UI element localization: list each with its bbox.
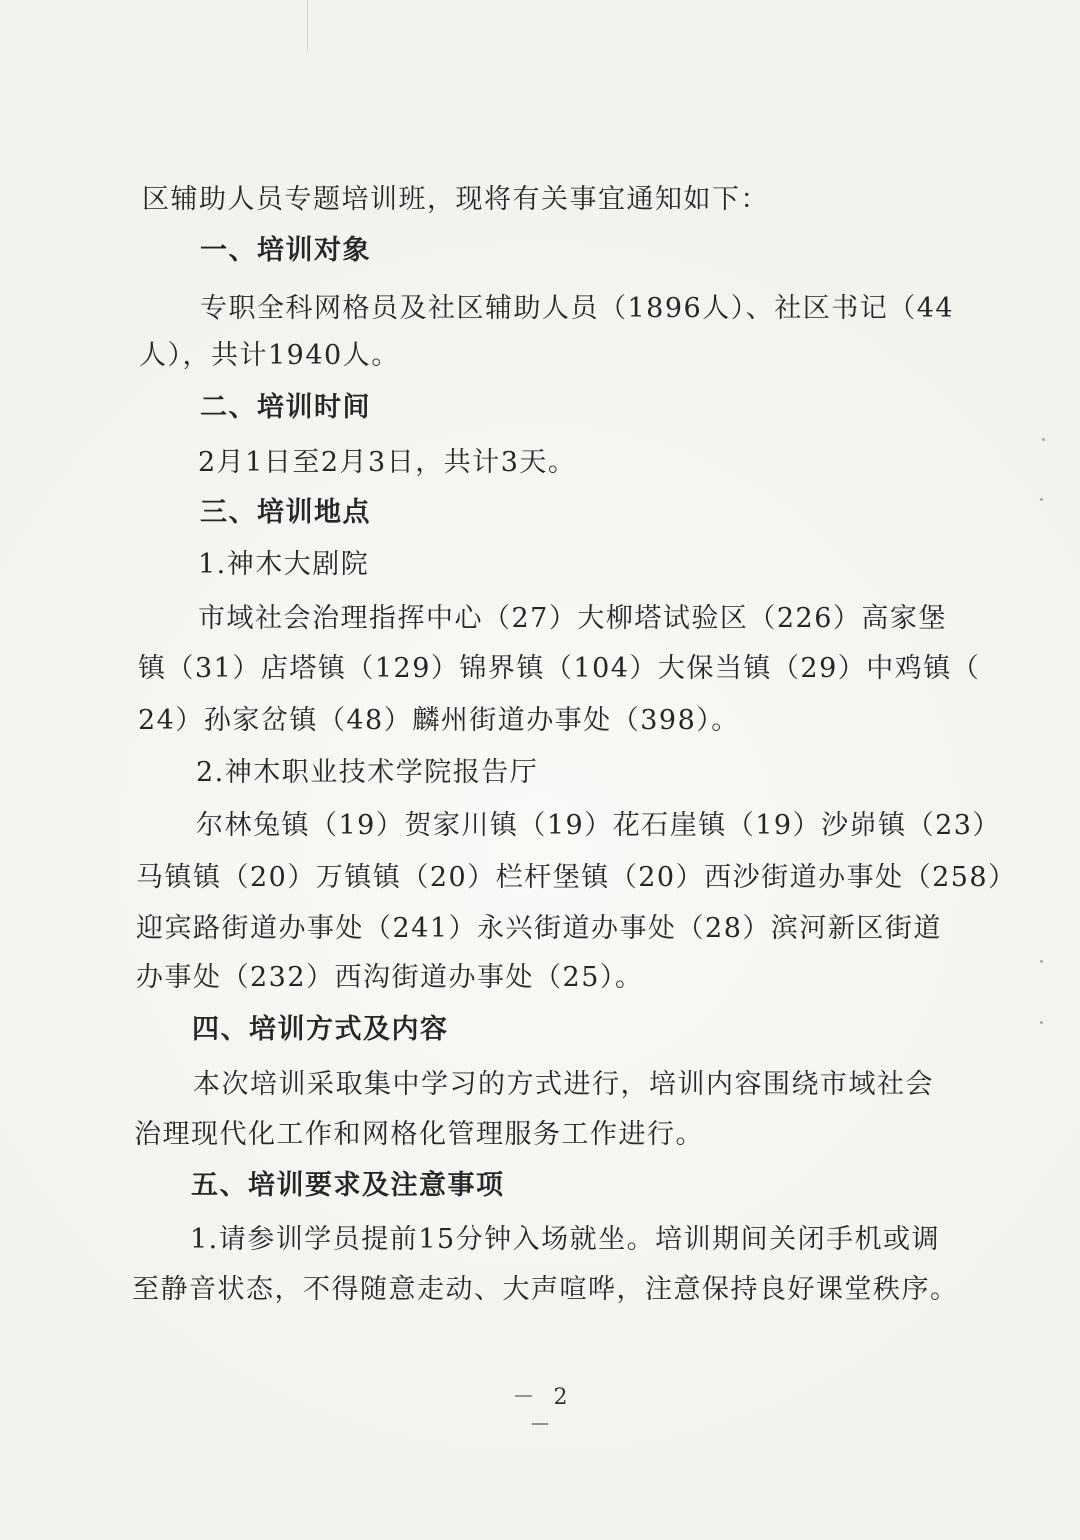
section-heading-5: 五、培训要求及注意事项 bbox=[191, 1170, 505, 1201]
intro-line: 区辅助人员专题培训班，现将有关事宜通知如下： bbox=[142, 184, 769, 215]
body-line: 专职全科网格员及社区辅助人员（1896人）、社区书记（44 bbox=[200, 293, 955, 324]
body-line: 马镇镇（20）万镇镇（20）栏杆堡镇（20）西沙街道办事处（258） bbox=[136, 862, 1017, 893]
page-number: － 2 － bbox=[512, 1385, 574, 1438]
section-heading-2: 二、培训时间 bbox=[200, 392, 371, 423]
scan-speck bbox=[1040, 960, 1043, 963]
body-line: 2月1日至2月3日，共计3天。 bbox=[198, 447, 577, 478]
subheading-line: 1.神木大剧院 bbox=[198, 549, 370, 580]
section-heading-3: 三、培训地点 bbox=[200, 497, 371, 528]
body-line: 镇（31）店塔镇（129）锦界镇（104）大保当镇（29）中鸡镇（ bbox=[138, 653, 981, 684]
body-line: 办事处（232）西沟街道办事处（25）。 bbox=[136, 962, 644, 993]
subheading-line: 2.神木职业技术学院报告厅 bbox=[196, 757, 539, 788]
body-line: 人），共计1940人。 bbox=[139, 340, 400, 371]
scan-speck bbox=[1042, 438, 1045, 441]
section-heading-1: 一、培训对象 bbox=[200, 235, 371, 266]
body-line: 市域社会治理指挥中心（27）大柳塔试验区（226）高家堡 bbox=[198, 603, 947, 634]
section-heading-4: 四、培训方式及内容 bbox=[192, 1014, 449, 1045]
body-line: 1.请参训学员提前15分钟入场就坐。培训期间关闭手机或调 bbox=[190, 1224, 941, 1255]
body-line: 尔林兔镇（19）贺家川镇（19）花石崖镇（19）沙峁镇（23） bbox=[196, 810, 1001, 841]
body-line: 迎宾路街道办事处（241）永兴街道办事处（28）滨河新区街道 bbox=[136, 913, 942, 944]
body-line: 至静音状态，不得随意走动、大声喧哗，注意保持良好课堂秩序。 bbox=[132, 1274, 959, 1305]
body-line: 本次培训采取集中学习的方式进行，培训内容围绕市域社会 bbox=[193, 1069, 934, 1100]
body-line: 24）孙家岔镇（48）麟州街道办事处（398）。 bbox=[138, 705, 740, 736]
body-line: 治理现代化工作和网格化管理服务工作进行。 bbox=[134, 1119, 704, 1150]
scan-speck bbox=[1040, 1021, 1043, 1024]
scan-fold-line bbox=[307, 0, 308, 52]
scan-speck bbox=[1040, 498, 1043, 501]
